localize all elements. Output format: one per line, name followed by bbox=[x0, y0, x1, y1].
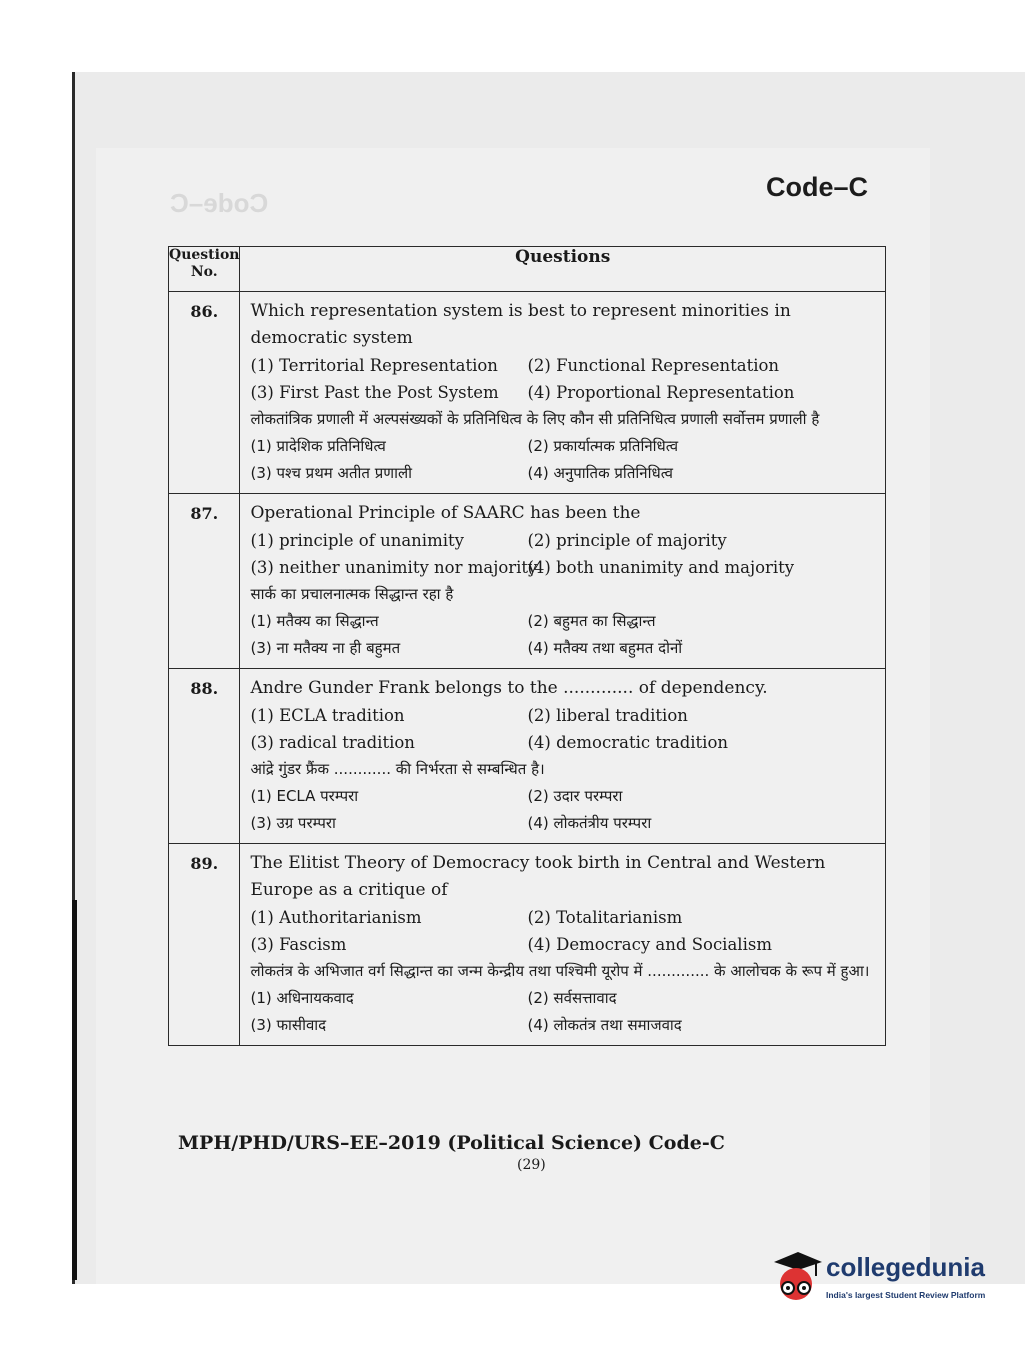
option-english: (4) Proportional Representation bbox=[527, 383, 795, 402]
option-english: (4) democratic tradition bbox=[527, 733, 729, 752]
question-row bbox=[169, 844, 886, 1046]
option-hindi: (1) अधिनायकवाद bbox=[250, 989, 354, 1007]
question-text-hindi: आंद्रे गुंडर फ्रैंक ............ की निर्भरता से सम्बन्धित है। bbox=[250, 760, 545, 778]
question-text-english: Operational Principle of SAARC has been the bbox=[250, 503, 641, 523]
option-english: (3) neither unanimity nor majority bbox=[250, 558, 538, 577]
option-hindi: (4) अनुपातिक प्रतिनिधित्व bbox=[527, 464, 674, 482]
question-number: 89. bbox=[169, 844, 240, 1046]
brand-name: collegedunia bbox=[826, 1252, 985, 1282]
option-hindi: (2) उदार परम्परा bbox=[527, 787, 623, 805]
question-text-hindi: सार्क का प्रचालनात्मक सिद्धान्त रहा है bbox=[250, 585, 454, 603]
option-hindi: (4) मतैक्य तथा बहुमत दोनों bbox=[527, 639, 683, 657]
option-hindi: (1) मतैक्य का सिद्धान्त bbox=[250, 612, 379, 630]
question-content bbox=[240, 844, 886, 1046]
scan-edge-dark bbox=[72, 900, 77, 1280]
options-hindi bbox=[250, 608, 877, 662]
option-english: (3) Fascism bbox=[250, 935, 347, 954]
option-english: (4) Democracy and Socialism bbox=[527, 935, 772, 954]
option-english: (4) both unanimity and majority bbox=[527, 558, 795, 577]
option-english: (2) liberal tradition bbox=[527, 706, 688, 725]
paper-code: Code–C bbox=[766, 172, 869, 202]
option-english: (2) principle of majority bbox=[527, 531, 727, 550]
questions-table bbox=[168, 246, 886, 1046]
question-text-hindi: लोकतांत्रिक प्रणाली में अल्पसंख्यकों के प्रतिनिधित्व के लिए कौन सी प्रतिनिधित्व प्रणाली सर्वोत्तम प्रणाली है bbox=[250, 410, 820, 428]
question-row bbox=[169, 669, 886, 844]
options-hindi bbox=[250, 783, 877, 837]
options-english bbox=[250, 904, 877, 958]
options-english bbox=[250, 527, 877, 581]
option-hindi: (3) ना मतैक्य ना ही बहुमत bbox=[250, 639, 401, 657]
question-number: 87. bbox=[169, 494, 240, 669]
questions-body bbox=[169, 292, 886, 1046]
option-english: (2) Functional Representation bbox=[527, 356, 780, 375]
question-text-english: Which representation system is best to represent minorities in democratic system bbox=[250, 301, 791, 348]
option-hindi: (2) बहुमत का सिद्धान्त bbox=[527, 612, 656, 630]
option-hindi: (1) प्रादेशिक प्रतिनिधित्व bbox=[250, 437, 386, 455]
option-hindi: (3) फासीवाद bbox=[250, 1016, 327, 1034]
question-row bbox=[169, 494, 886, 669]
col-question-no: Question No. bbox=[169, 247, 240, 292]
question-row bbox=[169, 292, 886, 494]
option-hindi: (2) सर्वसत्तावाद bbox=[527, 989, 617, 1007]
option-english: (1) Territorial Representation bbox=[250, 356, 498, 375]
question-text-hindi: लोकतंत्र के अभिजात वर्ग सिद्धान्त का जन्म केन्द्रीय तथा पश्चिमी यूरोप में ............. के आलोचक के रूप में हुआ। bbox=[250, 962, 870, 980]
option-english: (1) Authoritarianism bbox=[250, 908, 422, 927]
options-english bbox=[250, 352, 877, 406]
option-english: (3) First Past the Post System bbox=[250, 383, 499, 402]
option-hindi: (3) उग्र परम्परा bbox=[250, 814, 336, 832]
options-hindi bbox=[250, 433, 877, 487]
mascot-logo bbox=[768, 1248, 824, 1310]
question-content bbox=[240, 292, 886, 494]
question-text-english: Andre Gunder Frank belongs to the ............. of dependency. bbox=[250, 678, 768, 698]
option-hindi: (3) पश्च प्रथम अतीत प्रणाली bbox=[250, 464, 413, 482]
option-english: (1) principle of unanimity bbox=[250, 531, 464, 550]
brand-tagline: India's largest Student Review Platform bbox=[826, 1290, 986, 1300]
bleed-through-text: Code–C bbox=[170, 188, 269, 218]
option-hindi: (4) लोकतंत्र तथा समाजवाद bbox=[527, 1016, 682, 1034]
brand-watermark bbox=[768, 1244, 998, 1314]
option-english: (2) Totalitarianism bbox=[527, 908, 683, 927]
col-questions: Questions bbox=[240, 247, 886, 292]
paper-footer: MPH/PHD/URS–EE–2019 (Political Science) Code-C bbox=[178, 1132, 725, 1154]
option-hindi: (4) लोकतंत्रीय परम्परा bbox=[527, 814, 652, 832]
page-number: (29) bbox=[517, 1157, 546, 1173]
option-english: (3) radical tradition bbox=[250, 733, 415, 752]
question-content bbox=[240, 669, 886, 844]
question-number: 88. bbox=[169, 669, 240, 844]
options-english bbox=[250, 702, 877, 756]
option-english: (1) ECLA tradition bbox=[250, 706, 405, 725]
question-content bbox=[240, 494, 886, 669]
option-hindi: (2) प्रकार्यात्मक प्रतिनिधित्व bbox=[527, 437, 679, 455]
options-hindi bbox=[250, 985, 877, 1039]
question-text-english: The Elitist Theory of Democracy took birth in Central and Western Europe as a critique of bbox=[250, 853, 826, 900]
option-hindi: (1) ECLA परम्परा bbox=[250, 787, 359, 805]
question-number: 86. bbox=[169, 292, 240, 494]
